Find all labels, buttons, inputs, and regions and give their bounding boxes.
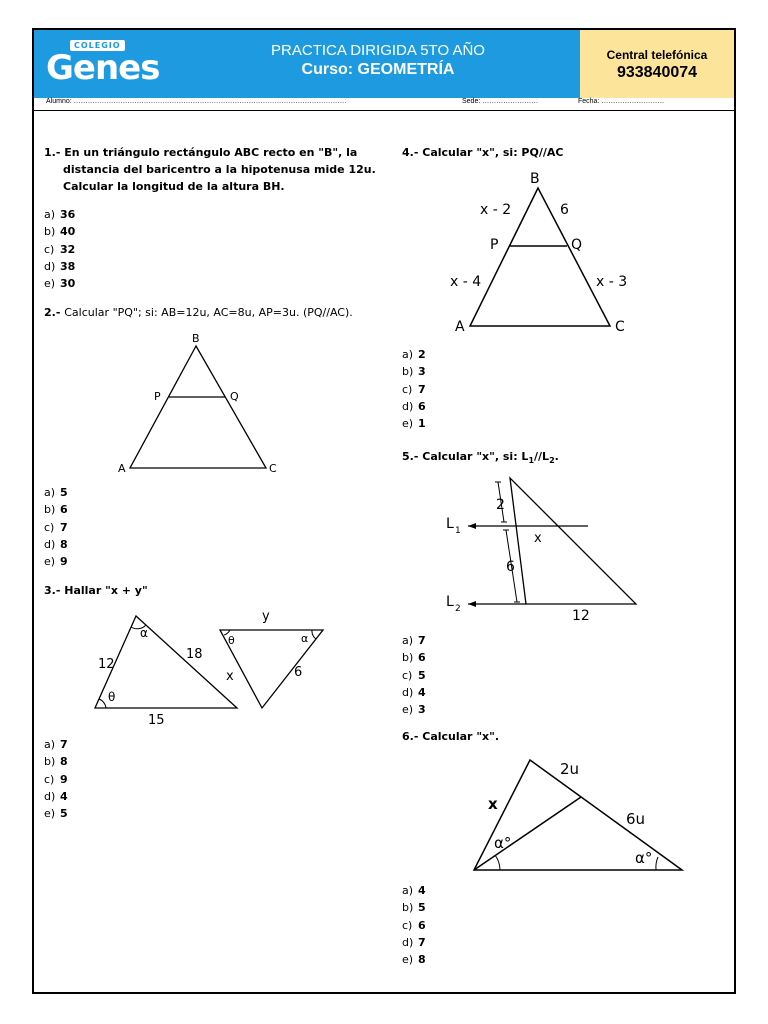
question-4	[402, 144, 563, 161]
phone-block	[580, 30, 734, 98]
option[interactable]: d) 38	[44, 259, 76, 273]
subscript-2: 2	[549, 456, 555, 466]
label-c: C	[615, 319, 625, 335]
question-2	[44, 304, 384, 321]
option[interactable]: c) 7	[402, 382, 426, 396]
option[interactable]: a) 2	[402, 348, 426, 361]
question-5-text-end: .	[554, 450, 559, 463]
question-2-text: Calcular "PQ"; si: AB=12u, AC=8u, AP=3u. (PQ//AC).	[64, 306, 353, 319]
logo-colegio-text: COLEGIO	[70, 40, 125, 51]
question-6-options	[402, 882, 426, 968]
label-a: A	[118, 462, 126, 475]
option[interactable]: b) 40	[44, 225, 76, 239]
line-l1: L	[446, 516, 454, 532]
label-p: P	[490, 237, 499, 253]
side-18: 18	[186, 647, 203, 662]
phone-number: 933840074	[616, 64, 698, 81]
theta-left: θ	[108, 690, 116, 704]
side-6: 6	[294, 665, 303, 680]
question-3	[44, 582, 148, 599]
side-pa: x - 4	[450, 274, 482, 290]
course-title: Curso: GEOMETRÍA	[301, 61, 455, 78]
label-p: P	[154, 390, 161, 403]
option[interactable]: a) 5	[44, 486, 68, 499]
option[interactable]: d) 4	[44, 789, 68, 803]
question-5	[402, 448, 559, 469]
figure-4-triangle	[440, 166, 650, 338]
option[interactable]: e) 5	[44, 807, 68, 821]
option[interactable]: b) 5	[402, 901, 426, 915]
side-bp: x - 2	[480, 202, 512, 218]
school-logo	[34, 30, 176, 98]
alpha-left: α	[140, 626, 148, 640]
question-6	[402, 728, 499, 745]
option[interactable]: d) 7	[402, 935, 426, 949]
label-q: Q	[571, 237, 583, 253]
practice-title: PRACTICA DIRIGIDA 5TO AÑO	[271, 42, 485, 59]
angle-alpha-right: α°	[635, 849, 653, 867]
option[interactable]: e) 1	[402, 417, 426, 431]
question-2-number: 2.-	[44, 306, 61, 319]
option[interactable]: e) 8	[402, 953, 426, 967]
seg-x: x	[534, 531, 542, 546]
question-3-number: 3.-	[44, 584, 61, 597]
question-1-number: 1.-	[44, 146, 61, 159]
student-fields	[34, 96, 734, 110]
question-5-options	[402, 632, 426, 718]
header	[34, 30, 734, 98]
side-x: x	[488, 795, 498, 813]
option[interactable]: b) 3	[402, 365, 426, 379]
option[interactable]: a) 7	[402, 634, 426, 647]
seg-2: 2	[496, 497, 505, 513]
option[interactable]: a) 7	[44, 738, 68, 751]
side-6u: 6u	[626, 810, 646, 828]
question-1	[44, 144, 384, 195]
side-x: x	[226, 669, 234, 684]
figure-5-parallel-lines	[440, 470, 650, 630]
alumno-field[interactable]: Alumno: ………………………………………………………………………………………………………	[46, 98, 347, 105]
subscript-1: 1	[528, 456, 535, 466]
option[interactable]: c) 9	[44, 772, 68, 786]
question-2-options	[44, 484, 68, 570]
figure-6-triangle	[460, 752, 690, 878]
theta-right: θ	[228, 634, 235, 647]
side-qc: x - 3	[596, 274, 628, 290]
option[interactable]: e) 3	[402, 703, 426, 717]
label-a: A	[455, 319, 465, 335]
question-1-options	[44, 206, 75, 292]
side-12: 12	[98, 657, 115, 672]
option[interactable]: d) 6	[402, 399, 426, 413]
question-4-options	[402, 346, 426, 432]
line-l2: L	[446, 594, 454, 610]
side-bq: 6	[560, 202, 569, 218]
question-6-number: 6.-	[402, 730, 419, 743]
side-2u: 2u	[560, 760, 580, 778]
option[interactable]: b) 8	[44, 755, 68, 769]
option[interactable]: c) 7	[44, 520, 68, 534]
question-5-number: 5.-	[402, 450, 419, 463]
option[interactable]: c) 5	[402, 668, 426, 682]
seg-6: 6	[506, 559, 515, 575]
side-y: y	[262, 609, 270, 624]
line-l2-sub: 2	[455, 604, 461, 614]
option[interactable]: b) 6	[44, 503, 68, 517]
option[interactable]: a) 4	[402, 884, 426, 897]
option[interactable]: d) 4	[402, 685, 426, 699]
option[interactable]: d) 8	[44, 537, 68, 551]
seg-12: 12	[572, 608, 590, 624]
phone-label: Central telefónica	[606, 48, 708, 62]
line-l1-sub: 1	[455, 526, 461, 536]
label-b: B	[530, 171, 540, 187]
sede-field[interactable]: Sede: ……………………	[462, 98, 539, 105]
label-q: Q	[230, 390, 239, 403]
option[interactable]: c) 6	[402, 918, 426, 932]
question-3-options	[44, 736, 68, 822]
figure-3-triangles	[80, 600, 360, 730]
question-4-text: Calcular "x", si: PQ//AC	[422, 146, 564, 159]
question-4-number: 4.-	[402, 146, 419, 159]
question-1-line-2: distancia del baricentro a la hipotenusa mide 12u.	[63, 163, 376, 176]
label-b: B	[192, 332, 200, 345]
question-1-line-1: En un triángulo rectángulo ABC recto en "B", la	[64, 146, 358, 159]
logo-genes-text: Genes	[46, 48, 160, 88]
option[interactable]: c) 32	[44, 242, 76, 256]
question-1-line-3: Calcular la longitud de la altura BH.	[63, 180, 285, 193]
header-divider	[34, 110, 734, 111]
question-5-text-mid: //L	[534, 450, 550, 463]
angle-alpha-left: α°	[494, 834, 512, 852]
question-3-text: Hallar "x + y"	[64, 584, 148, 597]
alpha-right: α	[301, 632, 309, 645]
figure-2-triangle	[110, 330, 290, 480]
option[interactable]: e) 9	[44, 555, 68, 569]
question-5-text: Calcular "x", si: L	[422, 450, 529, 463]
title-block	[176, 30, 580, 98]
option[interactable]: e) 30	[44, 277, 76, 291]
option[interactable]: b) 6	[402, 651, 426, 665]
question-6-text: Calcular "x".	[422, 730, 500, 743]
fecha-field[interactable]: Fecha: ………………………	[578, 98, 665, 105]
side-15: 15	[148, 713, 165, 728]
option[interactable]: a) 36	[44, 208, 76, 221]
label-c: C	[269, 462, 277, 475]
